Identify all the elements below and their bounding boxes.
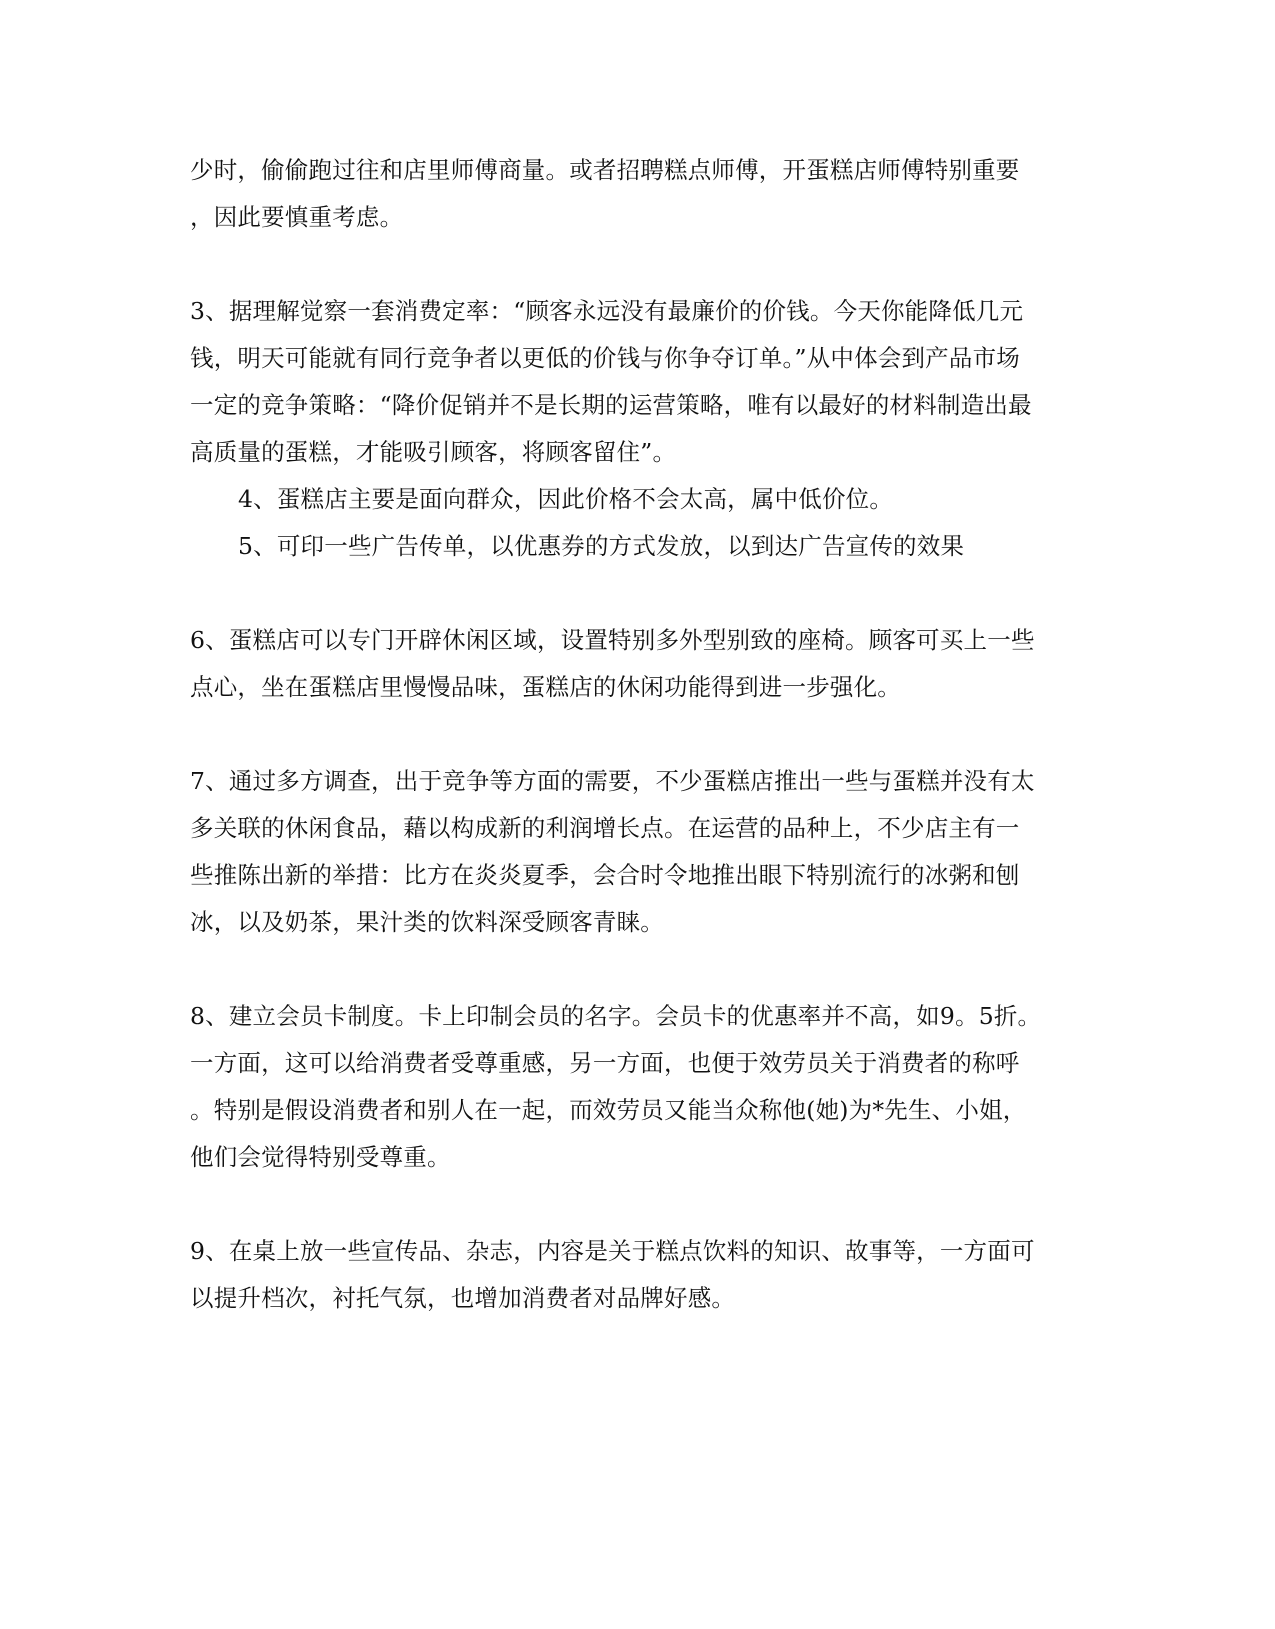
text-line: 5、可印一些广告传单，以优惠券的方式发放，以到达广告宣传的效果	[238, 532, 965, 560]
text-line: 3、据理解觉察一套消费定率：“顾客永远没有最廉价的价钱。今天你能降低几元	[190, 297, 1024, 325]
text-line: 他们会觉得特别受尊重。	[190, 1143, 451, 1171]
text-line: 钱，明天可能就有同行竞争者以更低的价钱与你争夺订单。”从中体会到产品市场	[190, 344, 1020, 372]
text-line: 些推陈出新的举措：比方在炎炎夏季，会合时令地推出眼下特别流行的冰粥和刨	[190, 861, 1020, 889]
text-line: 一定的竞争策略：“降价促销并不是长期的运营策略，唯有以最好的材料制造出最	[190, 391, 1032, 419]
text-line: 高质量的蛋糕，才能吸引顾客，将顾客留住”。	[190, 438, 677, 466]
text-line: ，因此要慎重考虑。	[190, 203, 404, 231]
text-line: 7、通过多方调查，出于竞争等方面的需要，不少蛋糕店推出一些与蛋糕并没有太	[190, 767, 1035, 795]
text-line: 6、蛋糕店可以专门开辟休闲区域，设置特别多外型别致的座椅。顾客可买上一些	[190, 626, 1035, 654]
text-line: 冰，以及奶茶，果汁类的饮料深受顾客青睐。	[190, 908, 664, 936]
text-line: 多关联的休闲食品，藉以构成新的利润增长点。在运营的品种上，不少店主有一	[190, 814, 1020, 842]
text-line: 一方面，这可以给消费者受尊重感，另一方面，也便于效劳员关于消费者的称呼	[190, 1049, 1020, 1077]
text-line: 以提升档次，衬托气氛，也增加消费者对品牌好感。	[190, 1284, 736, 1312]
text-line: 少时，偷偷跑过往和店里师傅商量。或者招聘糕点师傅，开蛋糕店师傅特别重要	[190, 156, 1020, 184]
text-line: 4、蛋糕店主要是面向群众，因此价格不会太高，属中低价位。	[238, 485, 894, 513]
text-line: 。特别是假设消费者和别人在一起，而效劳员又能当众称他(她)为*先生、小姐，	[190, 1096, 1027, 1124]
text-line: 点心，坐在蛋糕店里慢慢品味，蛋糕店的休闲功能得到进一步强化。	[190, 673, 901, 701]
text-line: 9、在桌上放一些宣传品、杂志，内容是关于糕点饮料的知识、故事等，一方面可	[190, 1237, 1035, 1265]
text-line: 8、建立会员卡制度。卡上印制会员的名字。会员卡的优惠率并不高，如9。5折。	[190, 1002, 1042, 1030]
